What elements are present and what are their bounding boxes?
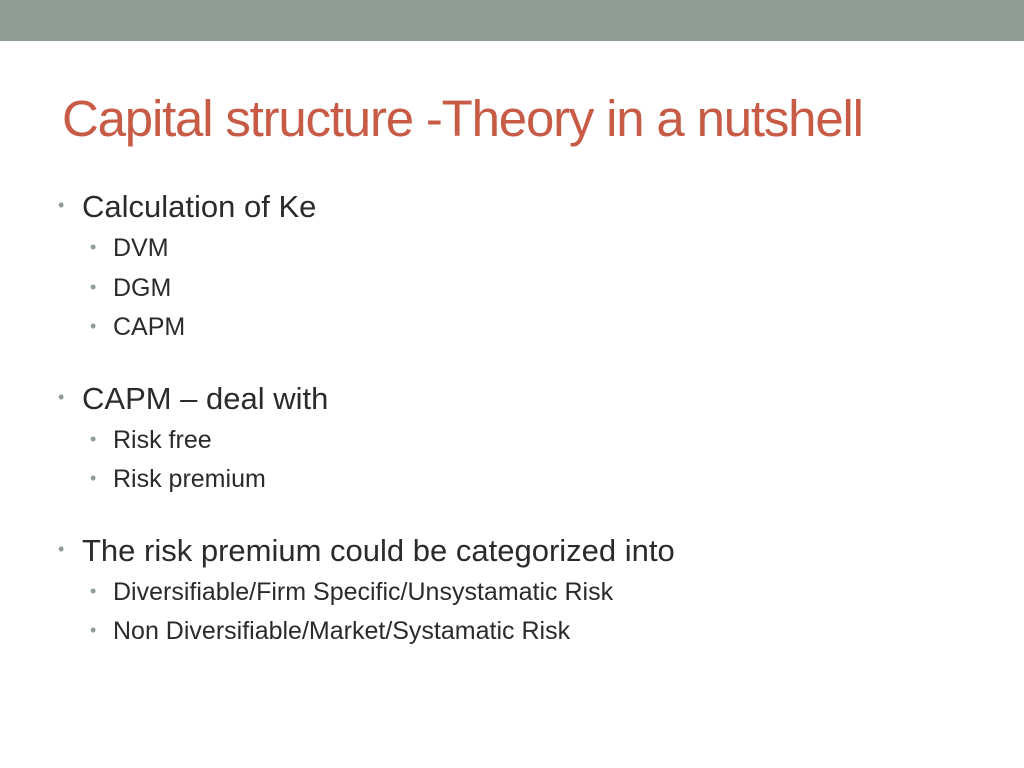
bullet-group-capm [58, 380, 998, 500]
sub-bullet-text: DVM [113, 234, 169, 262]
sub-bullet-item [58, 421, 998, 461]
group-spacer [58, 500, 998, 532]
sub-bullet-text: Diversifiable/Firm Specific/Unsystamatic Risk [113, 577, 614, 606]
bullet-dot-icon: • [58, 538, 65, 559]
sub-bullet-text: Risk premium [113, 465, 266, 493]
bullet-group-ke-calculation [58, 188, 998, 348]
bullet-item [58, 188, 998, 226]
sub-bullet-item [58, 612, 998, 652]
sub-bullet-item [58, 308, 998, 348]
slide-title: Capital structure -Theory in a nutshell [62, 90, 863, 147]
bullet-dot-icon: • [58, 195, 65, 215]
sub-bullet-item [58, 460, 998, 500]
sub-bullet-text: CAPM [113, 313, 186, 341]
sub-bullet-text: Risk free [113, 425, 212, 454]
bullet-dot-icon: • [90, 237, 97, 257]
sub-bullet-item [58, 269, 998, 309]
top-decorative-band [0, 0, 1024, 41]
sub-bullet-list [58, 229, 998, 348]
bullet-dot-icon: • [90, 428, 97, 449]
bullet-item [58, 532, 998, 570]
bullet-text: Calculation of Ke [82, 189, 317, 224]
bullet-text: CAPM – deal with [82, 380, 329, 416]
sub-bullet-text: DGM [113, 273, 172, 302]
bullet-dot-icon: • [90, 276, 97, 297]
group-spacer [58, 348, 998, 380]
sub-bullet-list [58, 573, 998, 652]
bullet-dot-icon: • [90, 580, 97, 601]
bullet-dot-icon: • [90, 316, 97, 336]
bullet-item [58, 380, 998, 418]
sub-bullet-item [58, 229, 998, 269]
slide-body [58, 188, 998, 652]
bullet-dot-icon: • [90, 468, 97, 488]
bullet-dot-icon: • [58, 386, 65, 407]
sub-bullet-text: Non Diversifiable/Market/Systamatic Risk [113, 617, 571, 645]
bullet-group-risk-premium [58, 532, 998, 652]
bullet-text: The risk premium could be categorized into [82, 532, 675, 568]
bullet-dot-icon: • [90, 620, 97, 640]
sub-bullet-list [58, 421, 998, 500]
sub-bullet-item [58, 573, 998, 613]
